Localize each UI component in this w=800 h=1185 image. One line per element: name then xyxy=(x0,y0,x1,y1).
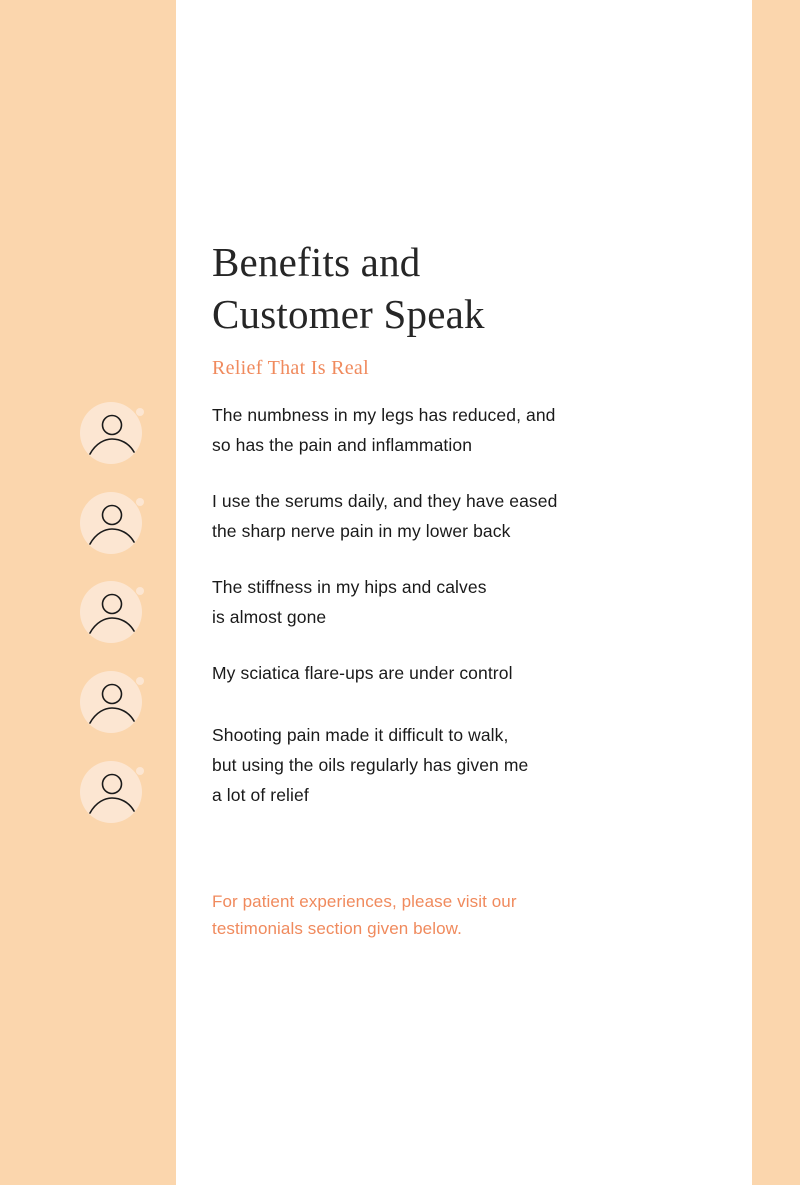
testimonial-line: Shooting pain made it difficult to walk, xyxy=(212,725,509,745)
list-item xyxy=(212,486,732,546)
footer-note-line2: testimonials section given below. xyxy=(212,919,462,938)
avatar-accent-dot xyxy=(136,767,144,775)
right-color-band xyxy=(752,0,800,1185)
testimonial-line: The numbness in my legs has reduced, and xyxy=(212,405,556,425)
testimonial-line: The stiffness in my hips and calves xyxy=(212,577,487,597)
page-title-line1: Benefits and xyxy=(212,239,421,285)
list-item xyxy=(212,720,732,810)
list-item xyxy=(212,400,732,460)
page-title-line2: Customer Speak xyxy=(212,291,485,337)
footer-note xyxy=(212,888,632,942)
page-title xyxy=(212,236,732,340)
person-icon xyxy=(87,500,137,548)
person-icon xyxy=(87,410,137,458)
content-column xyxy=(212,0,732,1185)
testimonial-line: My sciatica flare-ups are under control xyxy=(212,663,513,683)
testimonial-line: the sharp nerve pain in my lower back xyxy=(212,521,511,541)
footer-note-line1: For patient experiences, please visit our xyxy=(212,892,517,911)
list-item xyxy=(212,658,732,688)
avatar-column xyxy=(0,0,176,1185)
testimonial-line: so has the pain and inflammation xyxy=(212,435,473,455)
avatar-3 xyxy=(80,581,146,647)
testimonial-line: is almost gone xyxy=(212,607,327,627)
avatar-accent-dot xyxy=(136,587,144,595)
list-item xyxy=(212,572,732,632)
testimonial-list xyxy=(212,400,732,836)
avatar-2 xyxy=(80,492,146,558)
avatar-accent-dot xyxy=(136,498,144,506)
person-icon xyxy=(87,769,137,817)
avatar-accent-dot xyxy=(136,408,144,416)
avatar-4 xyxy=(80,671,146,737)
testimonial-line: but using the oils regularly has given me xyxy=(212,755,529,775)
page-subtitle: Relief That Is Real xyxy=(212,357,369,379)
person-icon xyxy=(87,679,137,727)
testimonial-line: I use the serums daily, and they have eased xyxy=(212,491,558,511)
avatar-5 xyxy=(80,761,146,827)
testimonial-line: a lot of relief xyxy=(212,785,309,805)
avatar-accent-dot xyxy=(136,677,144,685)
avatar-1 xyxy=(80,402,146,468)
person-icon xyxy=(87,589,137,637)
